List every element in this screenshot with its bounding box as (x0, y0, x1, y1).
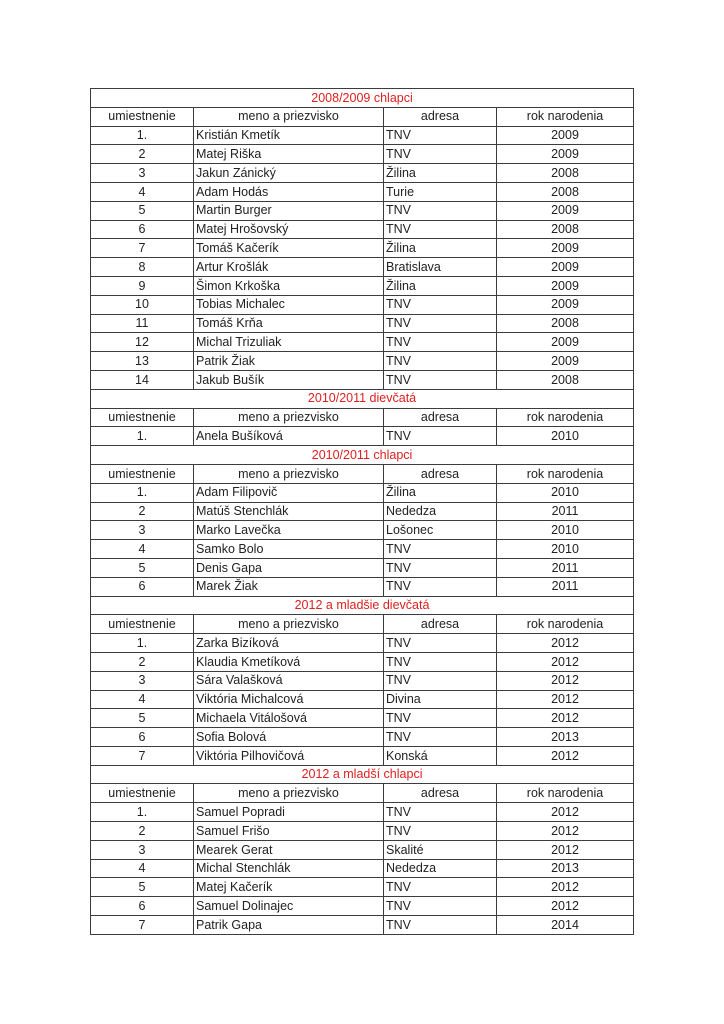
cell-address: TNV (384, 652, 497, 671)
cell-birth-year: 2009 (497, 258, 634, 277)
cell-name: Zarka Bizíková (194, 634, 384, 653)
cell-address: TNV (384, 709, 497, 728)
table-row (91, 164, 634, 183)
cell-placement: 7 (91, 746, 194, 765)
cell-address: Nededza (384, 859, 497, 878)
cell-placement: 1. (91, 483, 194, 502)
cell-placement: 4 (91, 859, 194, 878)
column-header-address: adresa (384, 408, 497, 427)
cell-name: Artur Krošlák (194, 258, 384, 277)
cell-birth-year: 2012 (497, 671, 634, 690)
column-header-name: meno a priezvisko (194, 408, 384, 427)
cell-birth-year: 2009 (497, 352, 634, 371)
table-row (91, 746, 634, 765)
cell-name: Matej Hrošovský (194, 220, 384, 239)
column-header-placement: umiestnenie (91, 408, 194, 427)
section-title-row (91, 596, 634, 615)
cell-placement: 10 (91, 295, 194, 314)
cell-name: Patrik Gapa (194, 916, 384, 935)
table-row (91, 521, 634, 540)
table-row (91, 220, 634, 239)
cell-birth-year: 2008 (497, 164, 634, 183)
column-header-name: meno a priezvisko (194, 615, 384, 634)
cell-placement: 3 (91, 521, 194, 540)
cell-address: Turie (384, 182, 497, 201)
column-header-birth-year: rok narodenia (497, 784, 634, 803)
cell-name: Patrik Žiak (194, 352, 384, 371)
column-header-birth-year: rok narodenia (497, 615, 634, 634)
cell-address: TNV (384, 897, 497, 916)
table-row (91, 728, 634, 747)
table-row (91, 126, 634, 145)
cell-address: Žilina (384, 276, 497, 295)
cell-name: Marek Žiak (194, 577, 384, 596)
cell-birth-year: 2008 (497, 220, 634, 239)
cell-name: Mearek Gerat (194, 840, 384, 859)
cell-address: Bratislava (384, 258, 497, 277)
cell-address: TNV (384, 352, 497, 371)
results-table (90, 88, 634, 935)
cell-address: TNV (384, 201, 497, 220)
table-row (91, 690, 634, 709)
cell-placement: 6 (91, 220, 194, 239)
table-row (91, 878, 634, 897)
cell-placement: 7 (91, 239, 194, 258)
table-row (91, 258, 634, 277)
cell-birth-year: 2012 (497, 746, 634, 765)
cell-placement: 11 (91, 314, 194, 333)
table-row (91, 897, 634, 916)
cell-name: Anela Bušíková (194, 427, 384, 446)
cell-birth-year: 2012 (497, 822, 634, 841)
cell-address: TNV (384, 427, 497, 446)
cell-name: Samko Bolo (194, 540, 384, 559)
cell-address: Žilina (384, 239, 497, 258)
cell-address: TNV (384, 333, 497, 352)
table-row (91, 671, 634, 690)
column-header-address: adresa (384, 615, 497, 634)
table-row (91, 182, 634, 201)
cell-address: TNV (384, 540, 497, 559)
cell-birth-year: 2012 (497, 690, 634, 709)
table-row (91, 427, 634, 446)
table-row (91, 145, 634, 164)
cell-placement: 6 (91, 577, 194, 596)
cell-name: Matúš Stenchlák (194, 502, 384, 521)
cell-address: TNV (384, 126, 497, 145)
section-title-row (91, 446, 634, 465)
table-row (91, 502, 634, 521)
table-row (91, 483, 634, 502)
cell-address: Lošonec (384, 521, 497, 540)
table-row (91, 558, 634, 577)
cell-name: Sofia Bolová (194, 728, 384, 747)
table-row (91, 239, 634, 258)
cell-name: Klaudia Kmetíková (194, 652, 384, 671)
section-title: 2010/2011 chlapci (91, 446, 634, 465)
cell-birth-year: 2009 (497, 276, 634, 295)
table-row (91, 352, 634, 371)
cell-birth-year: 2009 (497, 295, 634, 314)
cell-placement: 12 (91, 333, 194, 352)
cell-name: Matej Kačerík (194, 878, 384, 897)
cell-birth-year: 2009 (497, 239, 634, 258)
cell-address: Konská (384, 746, 497, 765)
cell-name: Marko Lavečka (194, 521, 384, 540)
cell-birth-year: 2009 (497, 333, 634, 352)
cell-address: TNV (384, 822, 497, 841)
cell-placement: 4 (91, 182, 194, 201)
cell-address: TNV (384, 370, 497, 389)
table-row (91, 803, 634, 822)
cell-name: Denis Gapa (194, 558, 384, 577)
cell-address: Nededza (384, 502, 497, 521)
table-row (91, 333, 634, 352)
cell-placement: 5 (91, 558, 194, 577)
cell-placement: 13 (91, 352, 194, 371)
cell-address: Žilina (384, 483, 497, 502)
cell-placement: 6 (91, 728, 194, 747)
table-row (91, 295, 634, 314)
cell-placement: 2 (91, 822, 194, 841)
cell-birth-year: 2010 (497, 540, 634, 559)
cell-placement: 5 (91, 878, 194, 897)
cell-placement: 1. (91, 427, 194, 446)
column-header-birth-year: rok narodenia (497, 464, 634, 483)
cell-placement: 14 (91, 370, 194, 389)
cell-placement: 7 (91, 916, 194, 935)
cell-birth-year: 2009 (497, 201, 634, 220)
column-header-birth-year: rok narodenia (497, 107, 634, 126)
column-header-address: adresa (384, 464, 497, 483)
cell-name: Adam Hodás (194, 182, 384, 201)
cell-name: Samuel Frišo (194, 822, 384, 841)
cell-address: TNV (384, 803, 497, 822)
cell-name: Tobias Michalec (194, 295, 384, 314)
table-row (91, 916, 634, 935)
table-row (91, 709, 634, 728)
cell-birth-year: 2010 (497, 483, 634, 502)
cell-address: Žilina (384, 164, 497, 183)
cell-name: Kristián Kmetík (194, 126, 384, 145)
cell-birth-year: 2014 (497, 916, 634, 935)
cell-name: Matej Riška (194, 145, 384, 164)
cell-placement: 1. (91, 126, 194, 145)
cell-address: TNV (384, 577, 497, 596)
cell-name: Viktória Pilhovičová (194, 746, 384, 765)
section-title-row (91, 389, 634, 408)
section-title: 2010/2011 dievčatá (91, 389, 634, 408)
column-header-row (91, 107, 634, 126)
cell-birth-year: 2012 (497, 840, 634, 859)
cell-placement: 2 (91, 652, 194, 671)
cell-placement: 9 (91, 276, 194, 295)
cell-address: TNV (384, 295, 497, 314)
cell-birth-year: 2011 (497, 502, 634, 521)
section-title-row (91, 89, 634, 108)
section-title: 2012 a mladšie dievčatá (91, 596, 634, 615)
table-row (91, 370, 634, 389)
cell-name: Adam Filipovič (194, 483, 384, 502)
cell-birth-year: 2012 (497, 878, 634, 897)
cell-placement: 3 (91, 840, 194, 859)
column-header-name: meno a priezvisko (194, 784, 384, 803)
cell-placement: 2 (91, 502, 194, 521)
cell-name: Viktória Michalcová (194, 690, 384, 709)
cell-birth-year: 2012 (497, 652, 634, 671)
cell-placement: 1. (91, 803, 194, 822)
cell-name: Tomáš Kačerík (194, 239, 384, 258)
cell-birth-year: 2011 (497, 558, 634, 577)
column-header-row (91, 615, 634, 634)
cell-birth-year: 2009 (497, 126, 634, 145)
table-row (91, 314, 634, 333)
cell-placement: 4 (91, 690, 194, 709)
cell-name: Michal Stenchlák (194, 859, 384, 878)
table-row (91, 822, 634, 841)
section-title: 2012 a mladší chlapci (91, 765, 634, 784)
cell-placement: 2 (91, 145, 194, 164)
column-header-row (91, 464, 634, 483)
cell-name: Jakun Zánický (194, 164, 384, 183)
cell-placement: 6 (91, 897, 194, 916)
cell-name: Michal Trizuliak (194, 333, 384, 352)
table-row (91, 859, 634, 878)
column-header-birth-year: rok narodenia (497, 408, 634, 427)
cell-name: Michaela Vitálošová (194, 709, 384, 728)
cell-birth-year: 2010 (497, 521, 634, 540)
cell-birth-year: 2008 (497, 182, 634, 201)
cell-address: TNV (384, 671, 497, 690)
cell-name: Jakub Bušík (194, 370, 384, 389)
cell-birth-year: 2008 (497, 314, 634, 333)
table-row (91, 540, 634, 559)
table-row (91, 276, 634, 295)
cell-address: TNV (384, 634, 497, 653)
cell-birth-year: 2010 (497, 427, 634, 446)
cell-address: TNV (384, 220, 497, 239)
column-header-placement: umiestnenie (91, 464, 194, 483)
cell-birth-year: 2011 (497, 577, 634, 596)
column-header-address: adresa (384, 784, 497, 803)
cell-birth-year: 2012 (497, 709, 634, 728)
cell-name: Samuel Popradi (194, 803, 384, 822)
cell-placement: 8 (91, 258, 194, 277)
column-header-address: adresa (384, 107, 497, 126)
cell-address: TNV (384, 558, 497, 577)
cell-placement: 4 (91, 540, 194, 559)
cell-address: TNV (384, 314, 497, 333)
section-title: 2008/2009 chlapci (91, 89, 634, 108)
cell-birth-year: 2013 (497, 728, 634, 747)
cell-name: Sára Valašková (194, 671, 384, 690)
table-row (91, 634, 634, 653)
table-row (91, 201, 634, 220)
cell-name: Samuel Dolinajec (194, 897, 384, 916)
table-row (91, 577, 634, 596)
cell-address: TNV (384, 728, 497, 747)
cell-placement: 3 (91, 671, 194, 690)
cell-placement: 1. (91, 634, 194, 653)
column-header-name: meno a priezvisko (194, 107, 384, 126)
column-header-placement: umiestnenie (91, 615, 194, 634)
column-header-placement: umiestnenie (91, 784, 194, 803)
cell-birth-year: 2012 (497, 634, 634, 653)
cell-birth-year: 2012 (497, 803, 634, 822)
cell-address: TNV (384, 878, 497, 897)
cell-placement: 5 (91, 709, 194, 728)
cell-placement: 3 (91, 164, 194, 183)
column-header-placement: umiestnenie (91, 107, 194, 126)
column-header-row (91, 408, 634, 427)
column-header-name: meno a priezvisko (194, 464, 384, 483)
section-title-row (91, 765, 634, 784)
cell-name: Šimon Krkoška (194, 276, 384, 295)
cell-address: TNV (384, 145, 497, 164)
cell-birth-year: 2008 (497, 370, 634, 389)
cell-birth-year: 2013 (497, 859, 634, 878)
cell-placement: 5 (91, 201, 194, 220)
table-row (91, 652, 634, 671)
cell-name: Tomáš Krňa (194, 314, 384, 333)
cell-address: TNV (384, 916, 497, 935)
cell-address: Divina (384, 690, 497, 709)
cell-name: Martin Burger (194, 201, 384, 220)
table-row (91, 840, 634, 859)
cell-address: Skalité (384, 840, 497, 859)
cell-birth-year: 2009 (497, 145, 634, 164)
column-header-row (91, 784, 634, 803)
cell-birth-year: 2012 (497, 897, 634, 916)
